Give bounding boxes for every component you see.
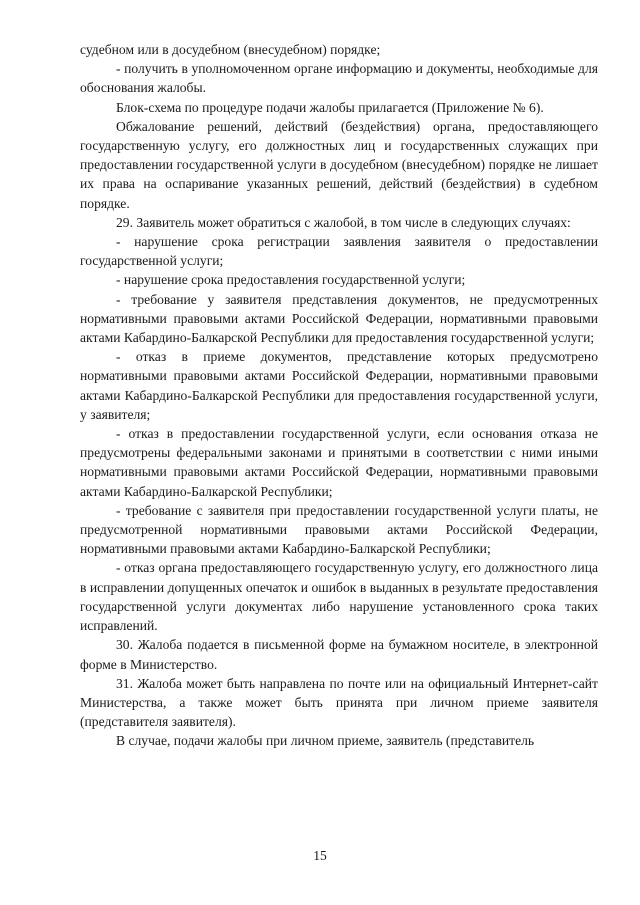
paragraph-clause-31: 31. Жалоба может быть направлена по почте или на официальный Интернет-сайт Министерства, а также может быть принята при личном приеме заявителя (представителя заявителя).: [80, 675, 598, 730]
paragraph-item-registration-deadline: - нарушение срока регистрации заявления заявителя о предоставлении государственной услуги;: [80, 234, 598, 269]
page-number: 15: [313, 848, 327, 863]
paragraph-item-document-refusal: - отказ в приеме документов, представление которых предусмотрено нормативными правовыми актами Российской Федерации, нормативными правовыми актами Кабардино-Балкарской Республики для предоставления государственной услуги, у заявителя;: [80, 349, 598, 422]
paragraph-item-payment-demand: - требование с заявителя при предоставлении государственной услуги платы, не предусмотренной нормативными правовыми актами Российской Федерации, нормативными правовыми актами Кабардино-Балкарской Республики;: [80, 502, 598, 557]
paragraph-personal-submission: В случае, подачи жалобы при личном приеме, заявитель (представитель: [116, 733, 535, 749]
paragraph-clause-29: 29. Заявитель может обратиться с жалобой, в том числе в следующих случаях:: [116, 214, 571, 230]
paragraph-item-extra-documents: - требование у заявителя представления документов, не предусмотренных нормативными правовыми актами Российской Федерации, нормативными правовыми актами Кабардино-Балкарской Республики для предоставления государственной услуги;: [80, 291, 598, 346]
paragraph-item-get-info: - получить в уполномоченном органе информацию и документы, необходимые для обоснования жалобы.: [80, 61, 598, 96]
paragraph-item-service-refusal: - отказ в предоставлении государственной услуги, если основания отказа не предусмотрены федеральными законами и принятыми в соответствии с ними иными нормативными правовыми актами Российской Федерации, нормативными правовыми актами Кабардино-Балкарской Республики;: [80, 426, 598, 499]
paragraph-clause-30: 30. Жалоба подается в письменной форме на бумажном носителе, в электронной форме в Министерство.: [80, 637, 598, 672]
document-page: [80, 40, 598, 751]
paragraph-continuation: судебном или в досудебном (внесудебном) порядке;: [80, 42, 381, 57]
paragraph-appeal-rights: Обжалование решений, действий (бездействия) органа, предоставляющего государственную услугу, его должностных лиц и государственных служащих при предоставлении государственной услуги в досудебном (внесудебном) порядке не лишает их права на оспаривание указанных решений, действий (бездействия) в судебном порядке.: [80, 118, 598, 211]
paragraph-flowchart-note: Блок-схема по процедуре подачи жалобы прилагается (Приложение № 6).: [116, 99, 544, 115]
paragraph-item-service-deadline: - нарушение срока предоставления государственной услуги;: [116, 272, 466, 288]
paragraph-item-correction-refusal: - отказ органа предоставляющего государственную услугу, его должностного лица в исправлении допущенных опечаток и ошибок в выданных в результате предоставления государственной услуги документах либо нарушение установленного срока таких исправлений.: [80, 560, 598, 634]
